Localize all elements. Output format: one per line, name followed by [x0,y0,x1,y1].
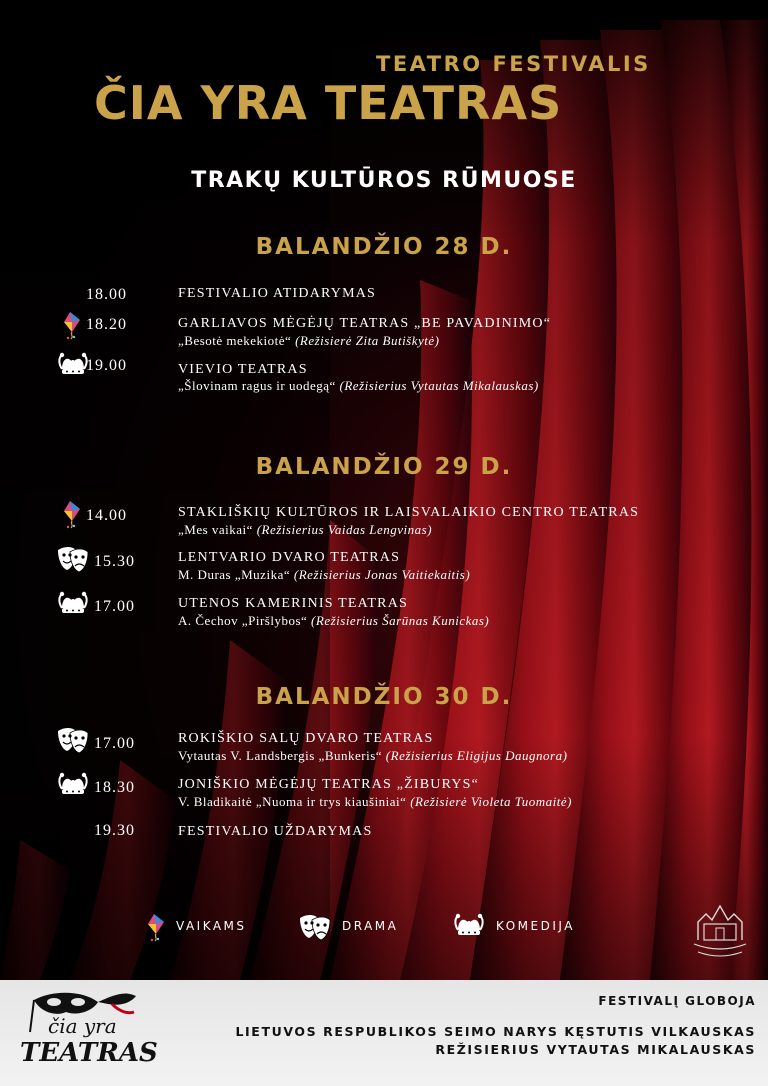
day-title-2: BALANDŽIO 29 D. [255,454,513,480]
event-time: 18.30 [94,779,135,796]
kite-icon [140,912,174,942]
event-name: UTENOS KAMERINIS TEATRAS [178,596,408,611]
play-title: „Besotė mekekiotė“ [178,333,296,348]
event-time: 18.20 [86,316,127,333]
event-name: STAKLIŠKIŲ KULTŪROS IR LAISVALAIKIO CENTRO TEATRAS [178,505,640,520]
play-director: (Režisierius Šarūnas Kunickas) [311,613,490,628]
play-title: „Mes vaikai“ [178,522,257,537]
day-title-3: BALANDŽIO 30 D. [255,684,513,710]
event-time: 17.00 [94,735,135,752]
legend-label: KOMEDIJA [496,919,575,933]
play-title: M. Duras „Muzika“ [178,567,294,582]
trakai-culture-palace-emblem [690,900,750,966]
play-director: (Režisierė Violeta Tuomaitė) [410,794,572,809]
event-name: ROKIŠKIO SALŲ DVARO TEATRAS [178,731,434,746]
event-play [178,613,758,629]
jester-hat-icon [452,912,486,942]
event-play [178,567,758,583]
venue-title: TRAKŲ KULTŪROS RŪMUOSE [191,168,577,193]
legend-label: VAIKAMS [176,919,247,933]
play-title: Vytautas V. Landsbergis „Bunkeris“ [178,748,386,763]
kite-icon [56,310,90,340]
patron-label: FESTIVALĮ GLOBOJA [598,994,756,1008]
jester-hat-icon [56,351,90,381]
theater-masks-icon [298,912,332,942]
event-time: 19.30 [94,822,135,839]
jester-hat-icon [56,590,90,620]
event-name: VIEVIO TEATRAS [178,362,308,377]
event-name: FESTIVALIO ATIDARYMAS [178,286,377,301]
play-director: (Režisierius Vaidas Lengvinas) [256,522,433,537]
patron-name-1: LIETUVOS RESPUBLIKOS SEIMO NARYS KĘSTUTIS VILKAUSKAS [235,1024,756,1039]
jester-hat-icon [56,771,90,801]
event-play [178,522,758,538]
event-time: 19.00 [86,357,127,374]
logo-text-line2: TEATRAS [20,1038,158,1068]
event-name: JONIŠKIO MĖGĖJŲ TEATRAS „ŽIBURYS“ [178,777,480,792]
day-title-1: BALANDŽIO 28 D. [255,234,513,260]
play-director: (Režisierius Eligijus Daugnora) [385,748,568,763]
play-director: (Režisierius Vytautas Mikalauskas) [339,378,539,393]
event-play [178,333,758,349]
event-name: LENTVARIO DVARO TEATRAS [178,550,401,565]
event-time: 18.00 [86,286,127,303]
play-title: „Šlovinam ragus ir uodegą“ [178,378,340,393]
footer-band [0,980,768,1086]
theater-masks-icon [56,544,90,574]
play-title: A. Čechov „Piršlybos“ [178,613,312,628]
event-play [178,748,758,764]
event-time: 15.30 [94,553,135,570]
event-play [178,794,758,810]
event-time: 17.00 [94,598,135,615]
logo-text-line1: čia yra [48,1014,117,1038]
festival-subtitle: TEATRO FESTIVALIS [376,52,651,76]
play-director: (Režisierė Zita Butiškytė) [295,333,440,348]
legend-label: DRAMA [342,919,399,933]
kite-icon [56,499,90,529]
event-time: 14.00 [86,507,127,524]
play-title: V. Bladikaitė „Nuoma ir trys kiaušiniai“ [178,794,411,809]
play-director: (Režisierius Jonas Vaitiekaitis) [293,567,471,582]
event-play [178,378,758,394]
festival-title: ČIA YRA TEATRAS [94,76,563,130]
patron-name-2: REŽISIERIUS VYTAUTAS MIKALAUSKAS [435,1042,756,1057]
event-name: FESTIVALIO UŽDARYMAS [178,824,373,839]
theater-masks-icon [56,725,90,755]
event-name: GARLIAVOS MĖGĖJŲ TEATRAS „BE PAVADINIMO“ [178,316,552,331]
